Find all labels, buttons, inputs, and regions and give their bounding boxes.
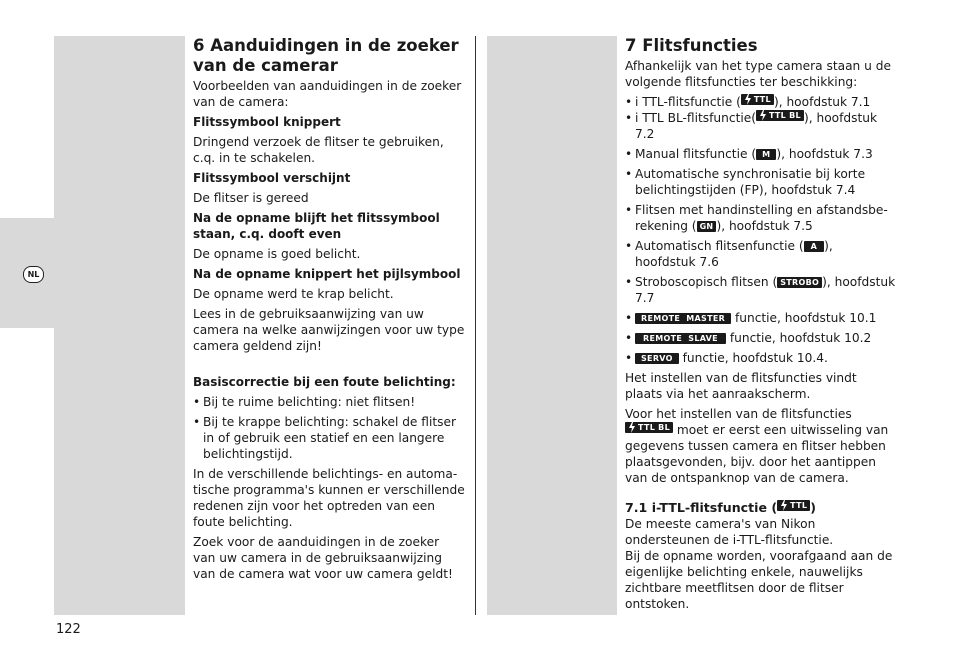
subheading-flash-stays: Na de opname blijft het flitssymbool staan, c.q. dooft even	[193, 211, 440, 241]
intro-text: Voorbeelden van aanduidingen in de zoeker van de camera:	[193, 79, 462, 109]
subheading-basic-correction: Basiscorrectie bij een foute belichting:	[193, 375, 456, 389]
remote-master-icon: REMOTE MASTER	[635, 313, 731, 324]
list-item: • SERVO functie, hoofdstuk 10.4.	[625, 351, 828, 365]
list-item: • i TTL-flitsfunctie ( TTL ), hoofdstuk 7.1	[625, 95, 871, 109]
language-badge: NL	[23, 266, 44, 283]
list-item: • Stroboscopisch flitsen ( STROBO ), hoofdstuk 7.7	[625, 275, 896, 305]
text-read-manual: Lees in de gebruiksaanwijzing van uw camera na welke aanwijzingen voor uw type camera geldend zijn!	[193, 307, 465, 353]
text-flash-stays: De opname is goed belicht.	[193, 247, 361, 261]
text-data-exchange: Voor het instellen van de flitsfuncties TTL BL moet er eerst een uitwisseling van gegevens tussen camera en flitser hebben plaatsgevonden, bijv. door het aantippen van de ontspanknop van de camera.	[625, 407, 889, 485]
auto-mode-icon: A	[804, 241, 825, 252]
list-item: • Automatisch flitsenfunctie ( A ), hoofdstuk 7.6	[625, 239, 833, 269]
list-item: • Manual flitsfunctie ( M ), hoofdstuk 7.3	[625, 147, 873, 161]
left-margin-strip	[54, 36, 185, 615]
text-look-up: Zoek voor de aanduidingen in de zoeker van uw camera in de gebruiksaanwijzing van de camera wat voor uw camera geldt!	[193, 535, 453, 581]
text-programs: In de verschillende belichtings- en automa-tische programma's kunnen er verschillende redenen zijn voor het optreden van een foute belichting.	[193, 467, 465, 529]
text-flash-appears: De flitser is gereed	[193, 191, 309, 205]
list-item: • Bij te krappe belichting: schakel de flitser in of gebruik een statief en een langere belichtingstijd.	[193, 415, 457, 461]
list-item: • Automatische synchronisatie bij korte belichtingstijden (FP), hoofdstuk 7.4	[625, 167, 866, 197]
subheading-arrow-blinks: Na de opname knippert het pijlsymbool	[193, 267, 461, 281]
section-title-7: 7 Flitsfuncties	[625, 36, 758, 55]
column-divider	[475, 36, 476, 615]
text-touchscreen: Het instellen van de flitsfuncties vindt plaats via het aanraakscherm.	[625, 371, 857, 401]
intro-text-7: Afhankelijk van het type camera staan u de volgende flitsfuncties ter beschikking:	[625, 59, 891, 89]
manual-mode-icon: M	[756, 149, 776, 160]
text-flash-blinks: Dringend verzoek de flitser te gebruiken, c.q. in te schakelen.	[193, 135, 444, 165]
list-item: • REMOTE MASTER functie, hoofdstuk 10.1	[625, 311, 877, 325]
subsection-title-7-1: 7.1 i-TTL-flitsfunctie ( TTL )	[625, 500, 817, 515]
ttl-section-icon: TTL	[777, 500, 810, 511]
text-nikon: De meeste camera's van Nikon ondersteunen de i-TTL-flitsfunctie.	[625, 517, 834, 547]
gn-mode-icon: GN	[697, 221, 717, 232]
list-item: • REMOTE SLAVE functie, hoofdstuk 10.2	[625, 331, 872, 345]
subheading-flash-blinks: Flitssymbool knippert	[193, 115, 341, 129]
ttl-mode-icon: TTL	[741, 94, 774, 105]
page-number: 122	[56, 622, 81, 637]
list-item: • Bij te ruime belichting: niet flitsen!	[193, 395, 416, 409]
remote-slave-icon: REMOTE SLAVE	[635, 333, 726, 344]
ttl-bl-mode-icon: TTL BL	[756, 110, 804, 121]
left-column	[193, 36, 465, 586]
right-margin-strip	[487, 36, 617, 615]
ttl-bl-flash-icon: TTL BL	[625, 422, 673, 433]
subheading-flash-appears: Flitssymbool verschijnt	[193, 171, 351, 185]
text-preflash: Bij de opname worden, voorafgaand aan de eigenlijke belichting enkele, nauwelijks zichtbare meetflitsen door de flitser ontstoken.	[625, 549, 893, 611]
section-title-6: 6 Aanduidingen in de zoeker van de camerar	[193, 36, 459, 75]
list-item: • i TTL BL-flitsfunctie( TTL BL ), hoofdstuk 7.2	[625, 111, 878, 141]
text-arrow-blinks: De opname werd te krap belicht.	[193, 287, 394, 301]
strobo-mode-icon: STROBO	[777, 277, 822, 288]
list-item: • Flitsen met handinstelling en afstandsbe-rekening ( GN ), hoofdstuk 7.5	[625, 203, 888, 233]
servo-mode-icon: SERVO	[635, 353, 679, 364]
right-column	[625, 36, 897, 616]
